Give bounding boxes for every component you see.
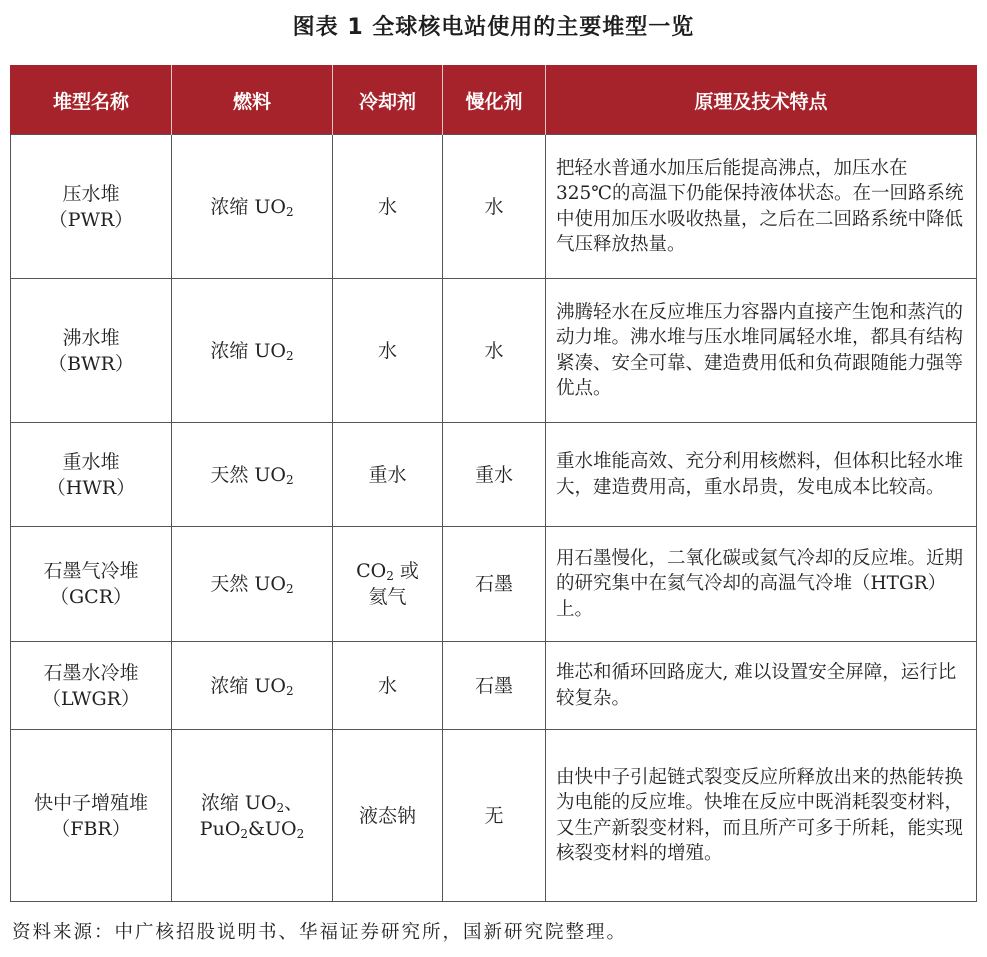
reactor-name: 快中子增殖堆 [33, 791, 148, 814]
reactor-name-cell [11, 642, 172, 730]
reactor-name: 压水堆 [62, 182, 120, 205]
coolant-cell: 重水 [333, 423, 443, 527]
reactor-abbr: （HWR） [46, 476, 136, 499]
description-cell: 用石墨慢化，二氧化碳或氦气冷却的反应堆。近期的研究集中在氦气冷却的高温气冷堆（HTGR）上。 [546, 527, 977, 642]
reactor-abbr: （FBR） [51, 817, 131, 840]
fuel-cell: 浓缩 $UO_2$ [172, 279, 333, 423]
fuel-cell: 天然 $UO_2$ [172, 423, 333, 527]
description-cell: 堆芯和循环回路庞大, 难以设置安全屏障，运行比较复杂。 [546, 642, 977, 730]
table-row [11, 279, 977, 423]
header-reactor-name: 堆型名称 [11, 66, 172, 135]
table-row [11, 135, 977, 279]
table-row [11, 730, 977, 902]
coolant-cell: 水 [333, 135, 443, 279]
fuel-cell: 浓缩 $UO_2$ [172, 135, 333, 279]
table-row [11, 423, 977, 527]
description-cell: 沸腾轻水在反应堆压力容器内直接产生饱和蒸汽的动力堆。沸水堆与压水堆同属轻水堆，都具有结构紧凑、安全可靠、建造费用低和负荷跟随能力强等优点。 [546, 279, 977, 423]
moderator-cell: 水 [443, 279, 546, 423]
reactor-abbr: （GCR） [49, 586, 133, 608]
reactor-name-cell [11, 135, 172, 279]
reactor-abbr: （PWR） [48, 208, 134, 231]
fuel-cell: 浓缩 $UO_2$、 $PuO_2\&UO_2$ [172, 730, 333, 902]
description-cell: 重水堆能高效、充分利用核燃料，但体积比轻水堆大，建造费用高，重水昂贵，发电成本比较高。 [546, 423, 977, 527]
moderator-cell: 重水 [443, 423, 546, 527]
reactor-name: 石墨水冷堆 [43, 661, 139, 684]
description-cell: 由快中子引起链式裂变反应所释放出来的热能转换为电能的反应堆。快堆在反应中既消耗裂变材料，又生产新裂变材料，而且所产可多于所耗，能实现核裂变材料的增殖。 [546, 730, 977, 902]
coolant-cell: 液态钠 [333, 730, 443, 902]
reactor-name: 石墨气冷堆 [43, 560, 139, 582]
reactor-name-cell [11, 527, 172, 642]
moderator-cell: 无 [443, 730, 546, 902]
fuel-cell: 浓缩 $UO_2$ [172, 642, 333, 730]
reactor-name: 沸水堆 [62, 326, 120, 349]
table-row [11, 527, 977, 642]
table-title: 图表 1 全球核电站使用的主要堆型一览 [292, 15, 695, 40]
moderator-cell: 石墨 [443, 642, 546, 730]
coolant-cell: $CO_2$ 或 氦气 [333, 527, 443, 642]
source-note: 资料来源：中广核招股说明书、华福证券研究所，国新研究院整理。 [12, 922, 628, 943]
reactor-abbr: （LWGR） [42, 687, 140, 710]
moderator-cell: 水 [443, 135, 546, 279]
header-coolant: 冷却剂 [333, 66, 443, 135]
coolant-cell: 水 [333, 642, 443, 730]
header-row [11, 66, 977, 135]
header-moderator: 慢化剂 [443, 66, 546, 135]
header-principle: 原理及技术特点 [546, 66, 977, 135]
moderator-cell: 石墨 [443, 527, 546, 642]
header-fuel: 燃料 [172, 66, 333, 135]
table-row [11, 642, 977, 730]
reactor-name-cell [11, 279, 172, 423]
coolant-cell: 水 [333, 279, 443, 423]
reactor-name-cell [11, 730, 172, 902]
reactor-name-cell [11, 423, 172, 527]
reactor-types-table [10, 65, 977, 902]
description-cell: 把轻水普通水加压后能提高沸点，加压水在 325℃的高温下仍能保持液体状态。在一回路系统中使用加压水吸收热量，之后在二回路系统中降低气压释放热量。 [546, 135, 977, 279]
reactor-abbr: （BWR） [48, 352, 134, 375]
fuel-cell: 天然 $UO_2$ [172, 527, 333, 642]
reactor-name: 重水堆 [62, 450, 120, 473]
